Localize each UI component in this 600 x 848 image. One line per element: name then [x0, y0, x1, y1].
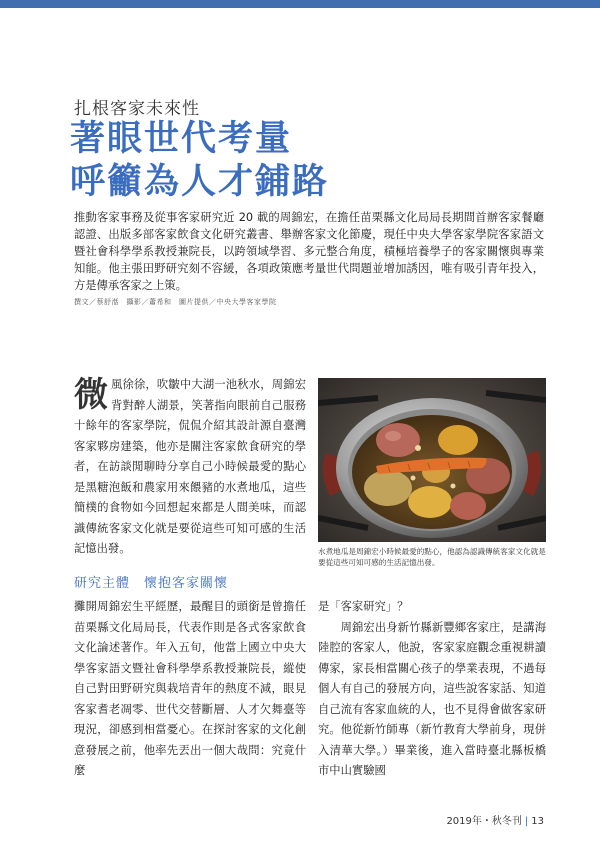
- drop-cap: 微: [74, 375, 108, 415]
- intro-paragraph: 推動客家事務及從事客家研究近 20 載的周錦宏，在擔任苗栗縣文化局局長期間首辦客家餐廳認證、出版多部客家飲食文化研究叢書、舉辦客家文化節慶，現任中央大學客家學院客家語文暨社會科學學系教授兼院長，以跨領域學習、多元整合角度，積極培養學子的客家關懷與專業知能。他主張田野研究刻不容緩，各項政策應考量世代問題並增加誘因，唯有吸引青年投入，方是傳承客家之上策。: [74, 211, 544, 292]
- body-column-2: [318, 597, 546, 782]
- pot-photo: [318, 378, 546, 542]
- issue-label: 2019年・秋冬刊: [446, 816, 522, 827]
- page-footer: [446, 812, 544, 827]
- body-column-2-question: 是「客家研究」？: [318, 600, 409, 613]
- footer-separator: |: [524, 816, 529, 827]
- article-kicker: 扎根客家未來性: [74, 99, 200, 119]
- section-heading: 研究主體 懷抱客家關懷: [74, 576, 229, 591]
- credits-line: 撰文／蔡舒湉 攝影／蕭希和 圖片提供／中央大學客家學院: [74, 298, 277, 306]
- top-color-bar: [0, 0, 600, 8]
- lead-paragraph-text: 風徐徐，吹皺中大湖一池秋水，周錦宏背對醉人湖景，笑著指向眼前自己服務十餘年的客家學院，侃侃介紹其設計源自臺灣客家夥房建築，他亦是關注客家飲食研究的學者，在訪談閒聊時分享自己小時候最愛的點心是黑糖泡飯和農家用來餵豬的水煮地瓜，這些簡樸的食物如今回想起來都是人間美味，而認識傳統客家文化就是要從這些可知可感的生活記憶出發。: [74, 378, 306, 555]
- headline-line-2: 呼籲為人才鋪路: [70, 162, 330, 202]
- body-column-1: 攤開周錦宏生平經歷，最醒目的頭銜是曾擔任苗栗縣文化局局長，代表作則是各式客家飲食文化論述著作。年入五旬，他當上國立中央大學客家語文暨社會科學學系教授兼院長，縱使自己對田野研究與栽培青年的熱度不減，眼見客家耆老凋零、世代交替斷層、人才欠舞臺等現況，卻感到相當憂心。在探討客家的文化創意發展之前，他率先丟出一個大哉問：究竟什麼: [74, 600, 306, 777]
- headline-line-1: 著眼世代考量: [70, 119, 293, 159]
- lead-paragraph: [74, 375, 306, 560]
- body-column-2-text: 周錦宏出身新竹縣新豐鄉客家庄，是講海陸腔的客家人，他說，客家家庭觀念重視耕讀傳家，家長相當關心孩子的學業表現，不過每個人有自己的發展方向，這些說客家話、知道自己流有客家血統的人，也不見得會做客家研究。他從新竹師專（新竹教育大學前身，現併入清華大學。）畢業後，進入當時臺北縣板橋市中山實驗國: [318, 620, 546, 777]
- photo-caption: 水煮地瓜是周錦宏小時候最愛的點心，他認為認識傳統客家文化就是要從這些可知可感的生活記憶出發。: [318, 547, 546, 567]
- pot-photo-illustration: [318, 378, 546, 542]
- page-number: 13: [531, 816, 544, 827]
